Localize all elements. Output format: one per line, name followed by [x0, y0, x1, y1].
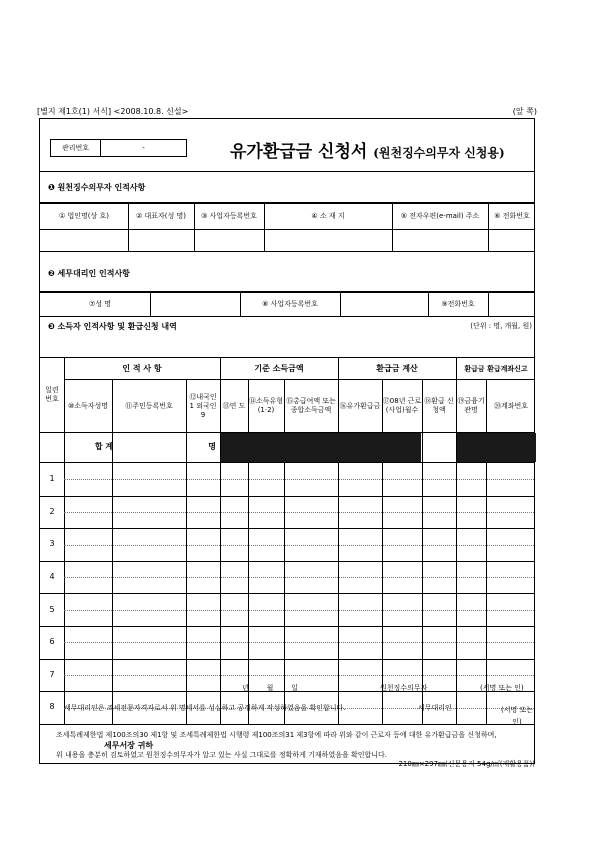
- group-income: 기준 소득금액: [254, 364, 304, 373]
- sec1-col-company-name: ① 법인명(상 호): [59, 211, 109, 220]
- section3-unit: (단위 : 명, 개월, 원): [470, 322, 532, 330]
- applicant-label: 원천징수의무자: [380, 684, 428, 692]
- agent-label: 세무대리인: [418, 704, 452, 712]
- total-label: 합 계: [94, 442, 114, 451]
- row-number: 6: [49, 637, 55, 647]
- sec1-col-phone: ⑥ 전화번호: [494, 211, 530, 220]
- col-seq: 일련번호: [45, 386, 59, 403]
- agent-sign[interactable]: (서명 또는 인): [500, 706, 533, 726]
- group-calc: 환급금 계산: [376, 364, 418, 373]
- management-number-label: 관리번호: [51, 140, 101, 156]
- col-income-amount: ⑮총급여액 또는 종합소득금액: [286, 397, 336, 414]
- date-line[interactable]: 년 월 일: [242, 684, 298, 692]
- row-number: 1: [49, 474, 55, 484]
- col-year: ⑬연 도: [222, 401, 246, 410]
- management-number-box: [50, 139, 187, 157]
- total-blackout-income: [221, 433, 421, 462]
- declaration-line2: 위 내용을 충분히 검토하였고 원천징수의무자가 알고 있는 사실 그대로를 정확하게 기재하였음을 확인합니다.: [56, 751, 387, 759]
- form-title-sub: (원천징수의무자 신청용): [373, 146, 505, 160]
- section2-heading: ❷ 세무대리인 인적사항: [48, 269, 130, 278]
- col-resident: ⑫내국인 1 외국인 9: [189, 392, 217, 419]
- col-request: ⑱환급 신청액: [424, 397, 454, 414]
- form-title: [230, 137, 505, 162]
- application-form: [39, 118, 535, 764]
- sec1-col-email: ⑤ 전자우편(e-mail) 주소: [400, 211, 480, 220]
- row-number: 3: [49, 539, 55, 549]
- total-unit: 명: [208, 442, 216, 451]
- paper-spec: 210㎜×297㎜(신문용지 54g/㎡(재활용품)): [398, 760, 535, 768]
- row-number: 5: [49, 604, 55, 614]
- total-blackout-bank: [457, 433, 536, 462]
- addressee: 세무서장 귀하: [104, 741, 154, 750]
- sec1-col-address: ④ 소 재 지: [311, 211, 345, 220]
- col-income-type: ⑭소득유형 (1·2): [248, 397, 284, 414]
- group-bank: 환급금 환급계좌신고: [464, 364, 528, 373]
- form-title-main: 유가환급금 신청서: [230, 142, 368, 162]
- col-months: ⑰08년 근로 (사업)월수: [382, 397, 422, 414]
- form-ref: [별지 제1호(1) 서식] <2008.10.8. 신설>: [37, 107, 189, 116]
- col-name: ⑩소득자성명: [67, 401, 109, 410]
- section1-heading: ❶ 원천징수의무자 인적사항: [48, 183, 146, 192]
- page-side-note: (앞 쪽): [512, 107, 537, 116]
- row-number: 7: [49, 669, 55, 679]
- sec2-name-label: ⑦성 명: [88, 299, 112, 308]
- sec1-col-representative: ② 대표자(성 명): [136, 211, 186, 220]
- section3-heading: ❸ 소득자 인적사항 및 환급신청 내역: [48, 322, 177, 331]
- col-refund: ⑯유가환급금: [339, 401, 381, 410]
- declaration-line1: 조세특례제한법 제100조의30 제1항 및 조세특례제한법 시행령 제100조의31 제3항에 따라 위와 같이 근로자 등에 대한 유가환급금을 신청하며,: [56, 731, 497, 739]
- agent-statement: 세무대리인은 조세전문자격자로서 위 명세서를 성실하고 공정하게 작성하였음을 확인합니다.: [64, 704, 346, 712]
- applicant-sign[interactable]: (서명 또는 인): [480, 684, 524, 692]
- col-bank: ⑲금융기관명: [457, 397, 485, 414]
- row-number: 8: [49, 702, 55, 712]
- management-number-value[interactable]: -: [142, 143, 145, 152]
- col-rrn: ⑪주민등록번호: [125, 401, 173, 410]
- group-personal: 인 적 사 항: [122, 364, 162, 373]
- row-number: 4: [49, 572, 55, 582]
- sec2-biz-number-label: ⑧ 사업자등록번호: [262, 299, 318, 308]
- sec2-phone-label: ⑨전화번호: [441, 299, 475, 308]
- col-account: ⑳계좌번호: [493, 401, 529, 410]
- sec1-col-biz-number: ③ 사업자등록번호: [201, 211, 257, 220]
- row-number: 2: [49, 506, 55, 516]
